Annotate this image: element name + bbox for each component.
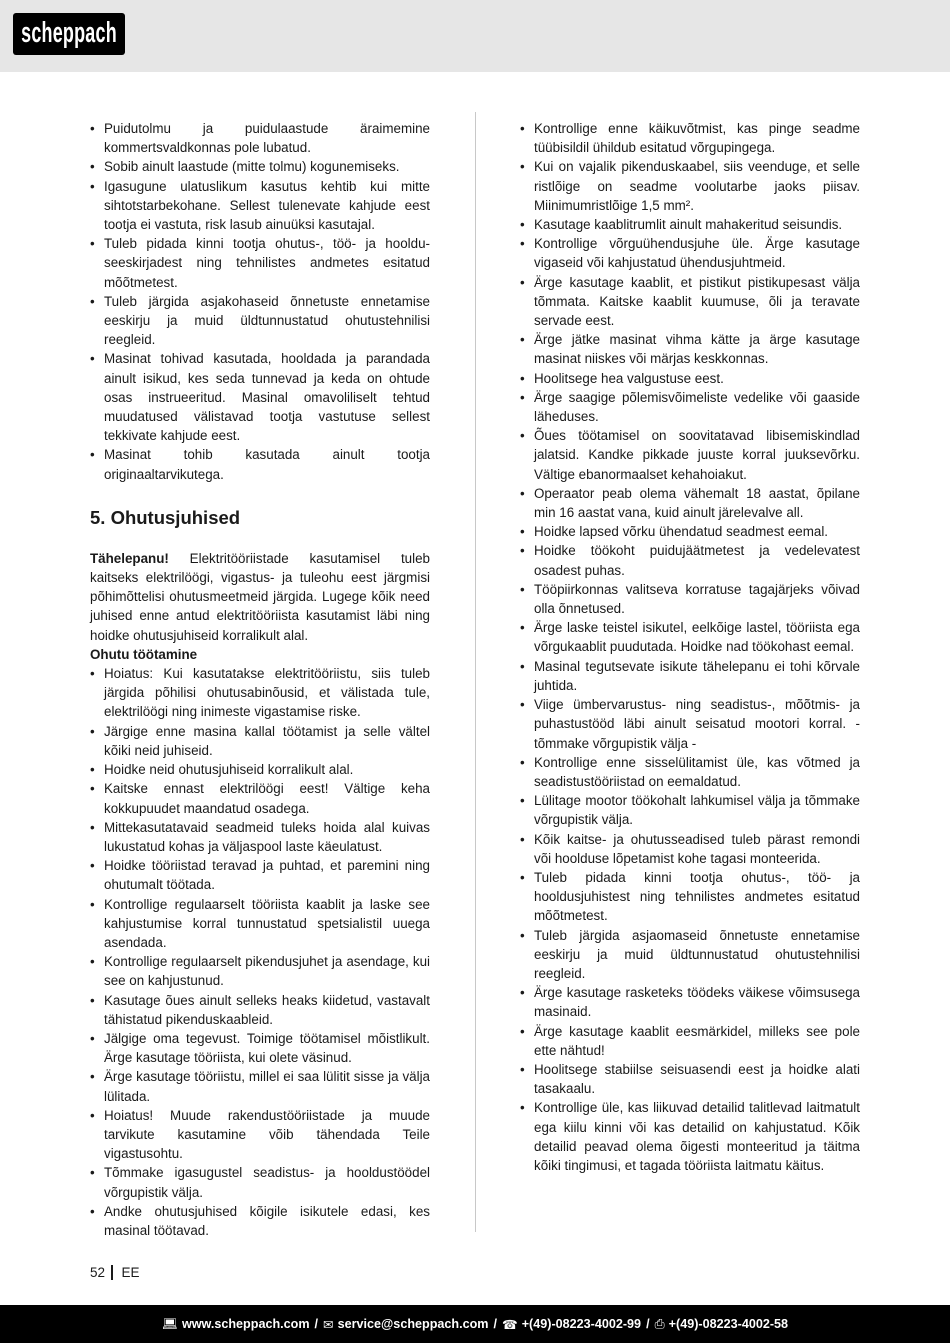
- intro-bold-label: Tähelepanu!: [90, 550, 169, 566]
- intro-text: Elektritööriistade kasutamisel tuleb kaitseks elektrilöögi, vigastus- ja tuleohu eest järgmisi põhimõttelisi ohutusmeetmeid järgida. Lugege kõik need juhised enne antud elektritööriista kasutamist läbi ning hoidke ohutusjuhiseid korralikult alal.: [90, 550, 430, 643]
- list-item: • Mittekasutatavaid seadmeid tuleks hoida alal kuivas lukustatud kohas ja väljaspool laste käeulatust.: [90, 818, 430, 856]
- list-item: • Masinal tegutsevate isikute tähelepanu ei tohi kõrvale juhtida.: [520, 657, 860, 695]
- list-item: • Operaator peab olema vähemalt 18 aastat, õpilane min 16 aastat vana, kuid ainult järelevalve all.: [520, 484, 860, 522]
- page-footer: [90, 1265, 140, 1280]
- list-item: • Tuleb järgida asjaomaseid õnnetuste ennetamise eeskirju ja muid üldtunnustatud ohutustehnilisi reegleid.: [520, 926, 860, 984]
- phone-number[interactable]: +(49)-08223-4002-99: [521, 1317, 642, 1331]
- list-item: • Kontrollige regulaarselt pikendusjuhet ja asendage, kui see on kahjustunud.: [90, 952, 430, 990]
- page-number: 52: [90, 1265, 106, 1280]
- logo-wordmark: [17, 17, 121, 51]
- email-icon: ✉︎: [323, 1317, 334, 1332]
- list-item: • Kontrollige üle, kas liikuvad detailid talitlevad laitmatult ega kiilu kinni või kas detailid on kahjustatud. Kõik detailid peavad olema õigesti monteeritud ja täitma kõiki tingimusi, et tagada tööriista laitmatu käitus.: [520, 1098, 860, 1175]
- list-item: • Hoiatus: Kui kasutatakse elektritööriistu, siis tuleb järgida põhilisi ohutusabinõusid, et välistada tule, elektrilöögi ning inimeste vigastamise riske.: [90, 664, 430, 722]
- page-separator: [111, 1265, 113, 1280]
- column-divider: [475, 112, 476, 1232]
- phone-icon: ☎︎: [502, 1317, 518, 1332]
- list-item: • Kontrollige enne käikuvõtmist, kas pinge seadme tüübisildil ühildub esitatud võrgupingega.: [520, 119, 860, 157]
- list-item: • Ärge kasutage kaablit eesmärkidel, milleks see pole ette nähtud!: [520, 1022, 860, 1060]
- list-item: • Järgige enne masina kallal töötamist ja selle vältel kõiki neid juhiseid.: [90, 722, 430, 760]
- list-item: • Tööpiirkonnas valitseva korratuse tagajärjeks võivad olla õnnetused.: [520, 580, 860, 618]
- list-item: • Lülitage mootor töökohalt lahkumisel välja ja tõmmake võrgupistik välja.: [520, 791, 860, 829]
- contact-bar: [0, 1305, 950, 1343]
- subheading-safe-work: Ohutu töötamine: [90, 646, 198, 662]
- computer-icon: 💻︎: [161, 1316, 178, 1331]
- fax-icon: ⎙: [654, 1316, 665, 1331]
- list-item: • Kui on vajalik pikenduskaabel, siis veenduge, et selle ristlõige on seadme voolutarbe jaoks piisav. Miinimumristlõige 1,5 mm².: [520, 157, 860, 215]
- separator: /: [646, 1317, 650, 1331]
- website-link[interactable]: www.scheppach.com: [181, 1317, 310, 1331]
- list-item: • Masinat tohib kasutada ainult tootja originaaltarvikutega.: [90, 445, 430, 483]
- list-item: • Hoolitsege hea valgustuse eest.: [520, 369, 860, 388]
- list-item: • Ärge jätke masinat vihma kätte ja ärge kasutage masinat niiskes või märjas keskkonnas.: [520, 330, 860, 368]
- list-item: • Ärge kasutage kaablit, et pistikut pistikupesast välja tõmmata. Kaitske kaablit kuumuse, õli ja teravate servade eest.: [520, 273, 860, 331]
- list-item: • Ärge laske teistel isikutel, eelkõige lastel, tööriista ega võrgukaablit puudutada. Hoidke nad töökohast eemal.: [520, 618, 860, 656]
- list-item: • Kontrollige võrguühendusjuhe üle. Ärge kasutage vigaseid või kahjustatud ühendusjuhtmeid.: [520, 234, 860, 272]
- list-item: • Hoidke neid ohutusjuhiseid korralikult alal.: [90, 760, 430, 779]
- safety-bullet-list: [90, 664, 430, 1240]
- list-item: • Ärge kasutage tööriistu, millel ei saa lülitit sisse ja välja lülitada.: [90, 1067, 430, 1105]
- language-code: EE: [121, 1265, 140, 1280]
- list-item: • Tuleb pidada kinni tootja ohutus-, töö- ja hooldusjuhistest ning tehnilistes andmetes esitatud mõõtmetest.: [520, 868, 860, 926]
- intro-paragraph: [90, 549, 430, 645]
- list-item: • Kontrollige enne sisselülitamist üle, kas võtmed ja seadistustööriistad on eemaldatud.: [520, 753, 860, 791]
- list-item: • Hoidke lapsed võrku ühendatud seadmest eemal.: [520, 522, 860, 541]
- list-item: • Ärge saagige põlemisvõimeliste vedelike või gaaside läheduses.: [520, 388, 860, 426]
- separator: /: [314, 1317, 319, 1331]
- list-item: • Igasugune ulatuslikum kasutus kehtib kui mitte sihtotstarbekohane. Sellest tulenevate kahjude eest tootja ei vastuta, risk lasub ainuüksi kasutajal.: [90, 177, 430, 235]
- list-item: • Hoidke tööriistad teravad ja puhtad, et paremini ning ohutumalt töötada.: [90, 856, 430, 894]
- list-item: • Puidutolmu ja puidulaastude äraimemine kommertsvaldkonnas pole lubatud.: [90, 119, 430, 157]
- svg-text:scheppach: scheppach: [21, 17, 117, 50]
- right-column: [520, 119, 860, 1175]
- list-item: • Andke ohutusjuhised kõigile isikutele edasi, kes masinal töötavad.: [90, 1202, 430, 1240]
- list-item: • Kasutage kaablitrumlit ainult mahakeritud seisundis.: [520, 215, 860, 234]
- list-item: • Ärge kasutage rasketeks töödeks väikese võimsusega masinaid.: [520, 983, 860, 1021]
- list-item: • Õues töötamisel on soovitatavad libisemiskindlad jalatsid. Kandke pikkade juuste korral juuksevõrku. Vältige ebanormaalset kehahoiakut.: [520, 426, 860, 484]
- list-item: • Viige ümbervarustus- ning seadistus-, mõõtmis- ja puhastustööd läbi ainult seisatud mootori korral. - tõmmake võrgupistik välja -: [520, 695, 860, 753]
- fax-number: +(49)-08223-4002-58: [668, 1317, 789, 1331]
- list-item: • Kaitske ennast elektrilöögi eest! Vältige keha kokkupuudet maandatud osadega.: [90, 779, 430, 817]
- list-item: • Hoolitsege stabiilse seisuasendi eest ja hoidke alati tasakaalu.: [520, 1060, 860, 1098]
- list-item: • Hoidke töökoht puidujäätmetest ja vedelevatest osadest puhas.: [520, 541, 860, 579]
- scheppach-logo: [13, 13, 125, 55]
- separator: /: [493, 1317, 497, 1331]
- right-bullet-list: [520, 119, 860, 1175]
- list-item: • Tuleb pidada kinni tootja ohutus-, töö- ja hoolduseeskirjadest ning tehnilistes andmetes esitatud mõõtmetest.: [90, 234, 430, 292]
- section-heading: 5. Ohutusjuhised: [90, 506, 241, 528]
- list-item: • Hoiatus! Muude rakendustööriistade ja muude tarvikute kasutamine võib tähendada Teile vigastusohtu.: [90, 1106, 430, 1164]
- list-item: • Kõik kaitse- ja ohutusseadised tuleb pärast remondi või hoolduse lõpetamist kohe tagasi monteerida.: [520, 830, 860, 868]
- list-item: • Tõmmake igasugustel seadistus- ja hooldustöödel võrgupistik välja.: [90, 1163, 430, 1201]
- list-item: • Masinat tohivad kasutada, hooldada ja parandada ainult isikud, kes seda tunnevad ja keda on ohtude osas instrueeritud. Masinal omavoliliselt tehtud muudatused välistavad tootja vastutuse sellest tekkivate kahjude eest.: [90, 349, 430, 445]
- list-item: • Tuleb järgida asjakohaseid õnnetuste ennetamise eeskirju ja muid üldtunnustatud ohutustehnilisi reegleid.: [90, 292, 430, 350]
- header-band: [0, 0, 950, 72]
- list-item: • Kasutage õues ainult selleks heaks kiidetud, vastavalt tähistatud pikenduskaableid.: [90, 991, 430, 1029]
- email-link[interactable]: service@scheppach.com: [337, 1317, 489, 1331]
- list-item: • Sobib ainult laastude (mitte tolmu) kogunemiseks.: [90, 157, 430, 176]
- left-column: [90, 119, 430, 1240]
- list-item: • Jälgige oma tegevust. Toimige töötamisel mõistlikult. Ärge kasutage tööriista, kui olete väsinud.: [90, 1029, 430, 1067]
- usage-bullet-list: [90, 119, 430, 484]
- list-item: • Kontrollige regulaarselt tööriista kaablit ja laske see kahjustumise korral tunnustatud spetsialistil uuega asendada.: [90, 895, 430, 953]
